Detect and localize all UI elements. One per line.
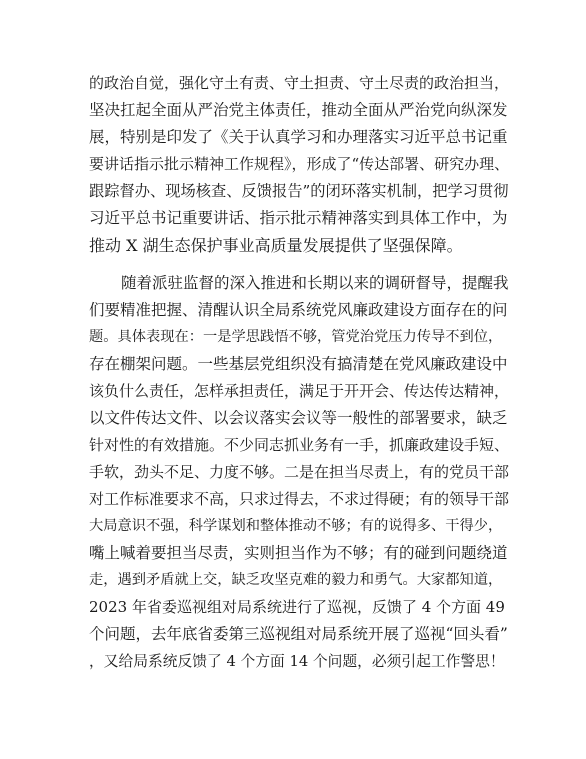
text-line: 的政治自觉，强化守土有责、守土担责、守土尽责的政治担当， [89, 74, 510, 92]
text-line: 跟踪督办、现场核查、反馈报告”的闭环落实机制，把学习贯彻 [89, 182, 509, 200]
text-line: 随着派驻监督的深入推进和长期以来的调研督导，提醒我 [121, 274, 509, 292]
paragraph-gap [89, 259, 509, 270]
text-line: 走，遇到矛盾就上交，缺乏攻坚克难的毅力和勇气。大家都知道， [89, 572, 503, 588]
body-text [89, 70, 509, 675]
text-line: 要讲话指示批示精神工作规程》，形成了“传达部署、研究办理、 [89, 155, 510, 173]
text-line: 推动 X 湖生态保护事业高质量发展提供了坚强保障。 [89, 236, 463, 255]
text-line: 嘴上喊着要担当尽责，实则担当作为不够；有的碰到问题绕道 [89, 544, 508, 562]
text-line: 大局意识不强，科学谋划和整体推动不够；有的说得多、干得少， [89, 518, 503, 534]
text-line: 对工作标准要求不高，只求过得去，不求过得硬；有的领导干部 [89, 490, 510, 508]
text-line: 2023 年省委巡视组对局系统进行了巡视，反馈了 4 个方面 49 [89, 598, 505, 616]
text-line: 坚决扛起全面从严治党主体责任，推动全面从严治党向纵深发 [89, 101, 508, 119]
paragraph-2 [89, 270, 509, 675]
text-line: 存在棚架问题。一些基层党组织没有搞清楚在党风廉政建设中 [89, 355, 508, 373]
text-line: 以文件传达文件、以会议落实会议等一般性的部署要求，缺乏 [89, 409, 508, 427]
text-line: 针对性的有效措施。不少同志抓业务有一手，抓廉政建设手短、 [89, 436, 510, 454]
text-line: 个问题，去年底省委第三巡视组对局系统开展了巡视“回头看” [89, 625, 508, 643]
text-line: 手软，劲头不足、力度不够。二是在担当尽责上，有的党员干部 [89, 463, 510, 481]
text-line: 该负什么责任，怎样承担责任，满足于开开会、传达传达精神， [89, 382, 510, 400]
text-line: 习近平总书记重要讲话、指示批示精神落实到具体工作中，为 [89, 209, 508, 227]
text-line: 题。具体表现在：一是学思践悟不够，管党治党压力传导不到位， [89, 329, 503, 345]
paragraph-1 [89, 70, 509, 259]
text-line: ，又给局系统反馈了 4 个方面 14 个问题，必须引起工作警思！ [89, 653, 505, 670]
text-line: 们要精准把握、清醒认识全局系统党风廉政建设方面存在的问 [89, 301, 508, 319]
text-line: 展，特别是印发了《关于认真学习和办理落实习近平总书记重 [89, 128, 508, 146]
